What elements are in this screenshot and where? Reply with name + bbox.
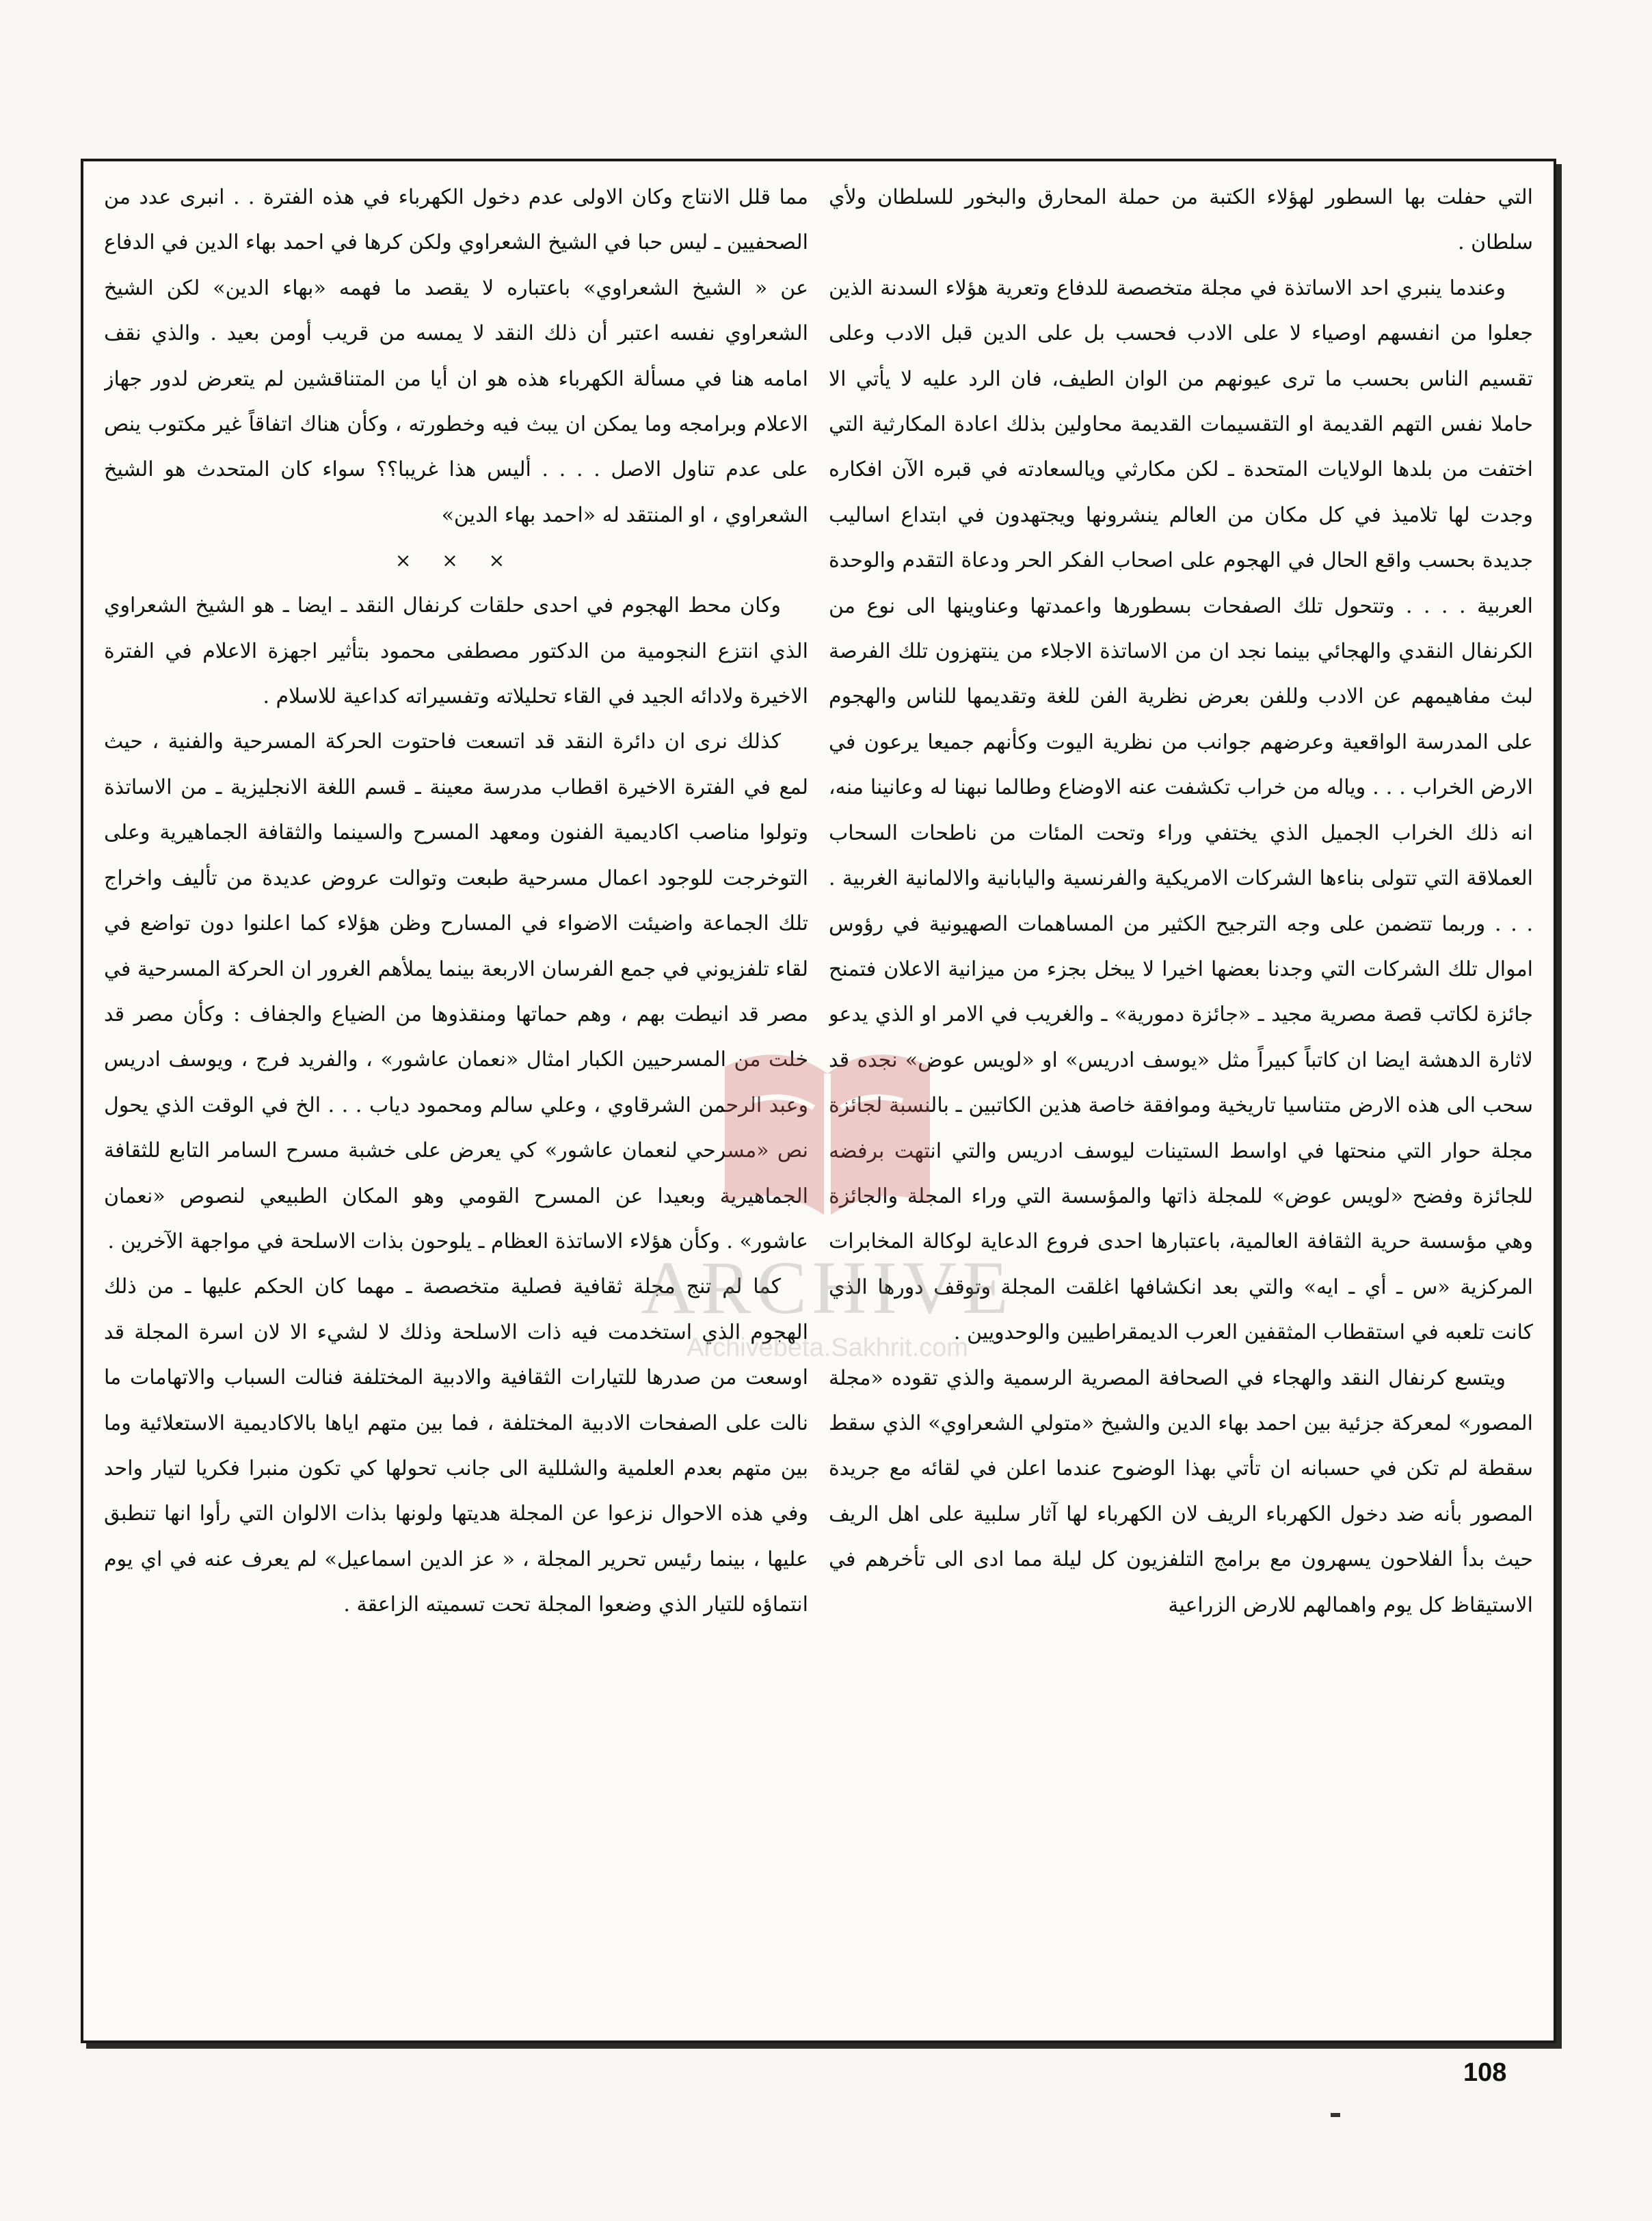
watermark-url: Archivebeta.Sakhrit.com bbox=[687, 1333, 968, 1362]
paragraph: ويتسع كرنفال النقد والهجاء في الصحافة المصرية الرسمية والذي تقوده «مجلة المصور» لمعركة جزئية بين احمد بهاء الدين والشيخ «متولي الشعراوي» الذي سقط سقطة لم تكن في حسبانه ان تأتي بهذا الوضوح عندما اعلن في لقائه مع جريدة المصور بأنه ضد دخول الكهرباء الريف لان الكهرباء لها آثار سلبية على اهل الريف حيث بدأ الفلاحون يسهرون مع برامج التلفزيون كل ليلة مما ادى الى تأخرهم في الاستيقاظ كل يوم واهمالهم للارض الزراعية bbox=[829, 1366, 1533, 1617]
paragraph: وعندما ينبري احد الاساتذة في مجلة متخصصة للدفاع وتعرية هؤلاء السدنة الذين جعلوا من انفسهم اوصياء لا على الادب فحسب بل على الدين قبل الادب وعلى تقسيم الناس بحسب ما ترى عيونهم من الوان الطيف، فان الرد عليه لا يأتي الا حاملا نفس التهم القديمة او التقسيمات القديمة محاولين بذلك اعادة المكارثية التي اختفت من بلدها الولايات المتحدة ـ لكن مكارثي ويالسعادته في قبره الآن افكاره وجدت لها تلاميذ في كل مكان من العالم ينشرونها ويجتهدون في ابتداع اساليب جديدة بحسب واقع الحال في الهجوم على اصحاب الفكر الحر ودعاة التقدم والوحدة العربية . . . . وتتحول تلك الصفحات بسطورها واعمدتها وعناوينها الى نوع من الكرنفال النقدي والهجائي بينما نجد ان من الاساتذة الاجلاء من ينتهزون تلك الفرصة لبث مفاهيمهم عن الادب وللفن بعرض نظرية الفن للغة وتقديمها للناس والهجوم على المدرسة الواقعية وعرضهم جوانب من نظرية اليوت وكأنهم جميعا يرعون في الارض الخراب . . . وياله من خراب تكشفت عنه الاوضاع وطالما نبهنا له وعانينا منه، انه ذلك الخراب الجميل الذي يختفي وراء وتحت المئات من ناطحات السحاب العملاقة التي تتولى بناءها الشركات الامريكية والفرنسية واليابانية والالمانية الغربية . . . . وربما تتضمن على وجه الترجيح الكثير من المساهمات الصهيونية في رؤوس اموال تلك الشركات التي وجدنا بعضها اخيرا لا يبخل بجزء من ميزانية الاعلان فتمنح جائزة لكاتب قصة مصرية مجيد ـ «جائزة دمورية» ـ والغريب في الامر او الذي يدعو لاثارة الدهشة ايضا ان كاتباً كبيراً مثل «يوسف ادريس» او «لويس عوض» نجده قد سحب الى هذه الارض متناسيا تاريخية وموافقة خاصة هذين الكاتبين ـ بالنسبة لجائزة مجلة حوار التي منحتها في اواسط الستينات ليوسف ادريس والتي انتهت برفضه للجائزة وفضح «لويس عوض» للمجلة ذاتها والمؤسسة التي وراء المجلة والجائزة وهي مؤسسة حرية الثقافة العالمية، باعتبارها احدى فروع الدعاية لوكالة المخابرات المركزية «س ـ أي ـ ايه» والتي بعد انكشافها اغلقت المجلة وتوقف دورها الذي كانت تلعبه في استقطاب المثقفين العرب الديمقراطيين والوحدويين . bbox=[829, 276, 1533, 1345]
right-column bbox=[829, 175, 1533, 2027]
paragraph: وكان محط الهجوم في احدى حلقات كرنفال النقد ـ ايضا ـ هو الشيخ الشعراوي الذي انتزع النجومية من الدكتور مصطفى محمود بتأثير اجهزة الاعلام في الفترة الاخيرة ولادائه الجيد في القاء تحليلاته وتفسيراته كداعية للاسلام . bbox=[104, 594, 808, 709]
page-number: 108 bbox=[1463, 2058, 1507, 2087]
page-frame bbox=[81, 159, 1556, 2043]
paragraph: كذلك نرى ان دائرة النقد قد اتسعت فاحتوت الحركة المسرحية والفنية ، حيث لمع في الفترة الاخيرة اقطاب مدرسة معينة ـ قسم اللغة الانجليزية ـ من الاساتذة وتولوا مناصب اكاديمية الفنون ومعهد المسرح والسينما والثقافة الجماهيرية وعلى التوخرجت للوجود اعمال مسرحية طبعت وتوالت عروض عديدة من تأليف واخراج تلك الجماعة واضيئت الاضواء في المسارح وظن هؤلاء كما اعلنوا دون تواضع في لقاء تلفزيوني في جمع الفرسان الاربعة بينما يملأهم الغرور ان الحركة المسرحية في مصر قد انيطت بهم ، وهم حماتها ومنقذوها من الضياع والجفاف : وكأن مصر قد خلت من المسرحيين الكبار امثال «نعمان عاشور» ، والفريد فرج ، ويوسف ادريس وعبد الرحمن الشرقاوي ، وعلي سالم ومحمود دياب . . . الخ في الوقت الذي يحول نص «مسرحي لنعمان عاشور» كي يعرض على خشبة مسرح السامر التابع للثقافة الجماهيرية وبعيدا عن المسرح القومي وهو المكان الطبيعي لنصوص «نعمان عاشور» . وكأن هؤلاء الاساتذة العظام ـ يلوحون بذات الاسلحة في مواجهة الآخرين . bbox=[104, 730, 808, 1253]
watermark-title: ARCHIVE bbox=[641, 1246, 1014, 1329]
section-separator: × × × bbox=[395, 549, 518, 572]
paragraph: مما قلل الانتاج وكان الاولى عدم دخول الكهرباء في هذه الفترة . . انبرى عدد من الصحفيين ـ ليس حبا في الشيخ الشعراوي ولكن كرها في احمد بهاء الدين في الدفاع عن « الشيخ الشعراوي» باعتباره لا يقصد ما فهمه «بهاء الدين» لكن الشيخ الشعراوي نفسه اعتبر أن ذلك النقد لا يمسه من قريب أومن بعيد . والذي نقف امامه هنا في مسألة الكهرباء هذه هو ان أيا من المتناقشين لم يتعرض لدور جهاز الاعلام وبرامجه وما يمكن ان يبث فيه وخطورته ، وكأن هناك اتفاقاً غير مكتوب ينص على عدم تناول الاصل . . . . أليس هذا غريبا؟؟ سواء كان المتحدث هو الشيخ الشعراوي ، او المنتقد له «احمد بهاء الدين» bbox=[104, 185, 808, 527]
left-column bbox=[104, 175, 808, 2027]
paragraph: التي حفلت بها السطور لهؤلاء الكتبة من حملة المحارق والبخور للسلطان ولأي سلطان . bbox=[829, 185, 1533, 255]
paragraph: كما لم تنج مجلة ثقافية فصلية متخصصة ـ مهما كان الحكم عليها ـ من ذلك الهجوم الذي استخدمت فيه ذات الاسلحة وذلك لا لشيء الا لان اسرة المجلة قد اوسعت من صدرها للتيارات الثقافية والادبية المختلفة فنالت السباب والاتهامات ما نالت على الصفحات الادبية المختلفة ، فما بين متهم اياها بالاكاديمية الاستعلائية وما بين متهم بعدم العلمية والشللية الى جانب تحولها كي تكون منبرا فكريا لتيار واحد وفي هذه الاحوال نزعوا عن المجلة هديتها ولونها بذات الالوان التي رأوا انها تنطبق عليها ، بينما رئيس تحرير المجلة ، « عز الدين اسماعيل» لم يعرف عنه في اي يوم انتماؤه للتيار الذي وضعوا المجلة تحت تسميته الزاعقة . bbox=[104, 1275, 808, 1617]
scan-mark bbox=[1331, 2113, 1340, 2117]
